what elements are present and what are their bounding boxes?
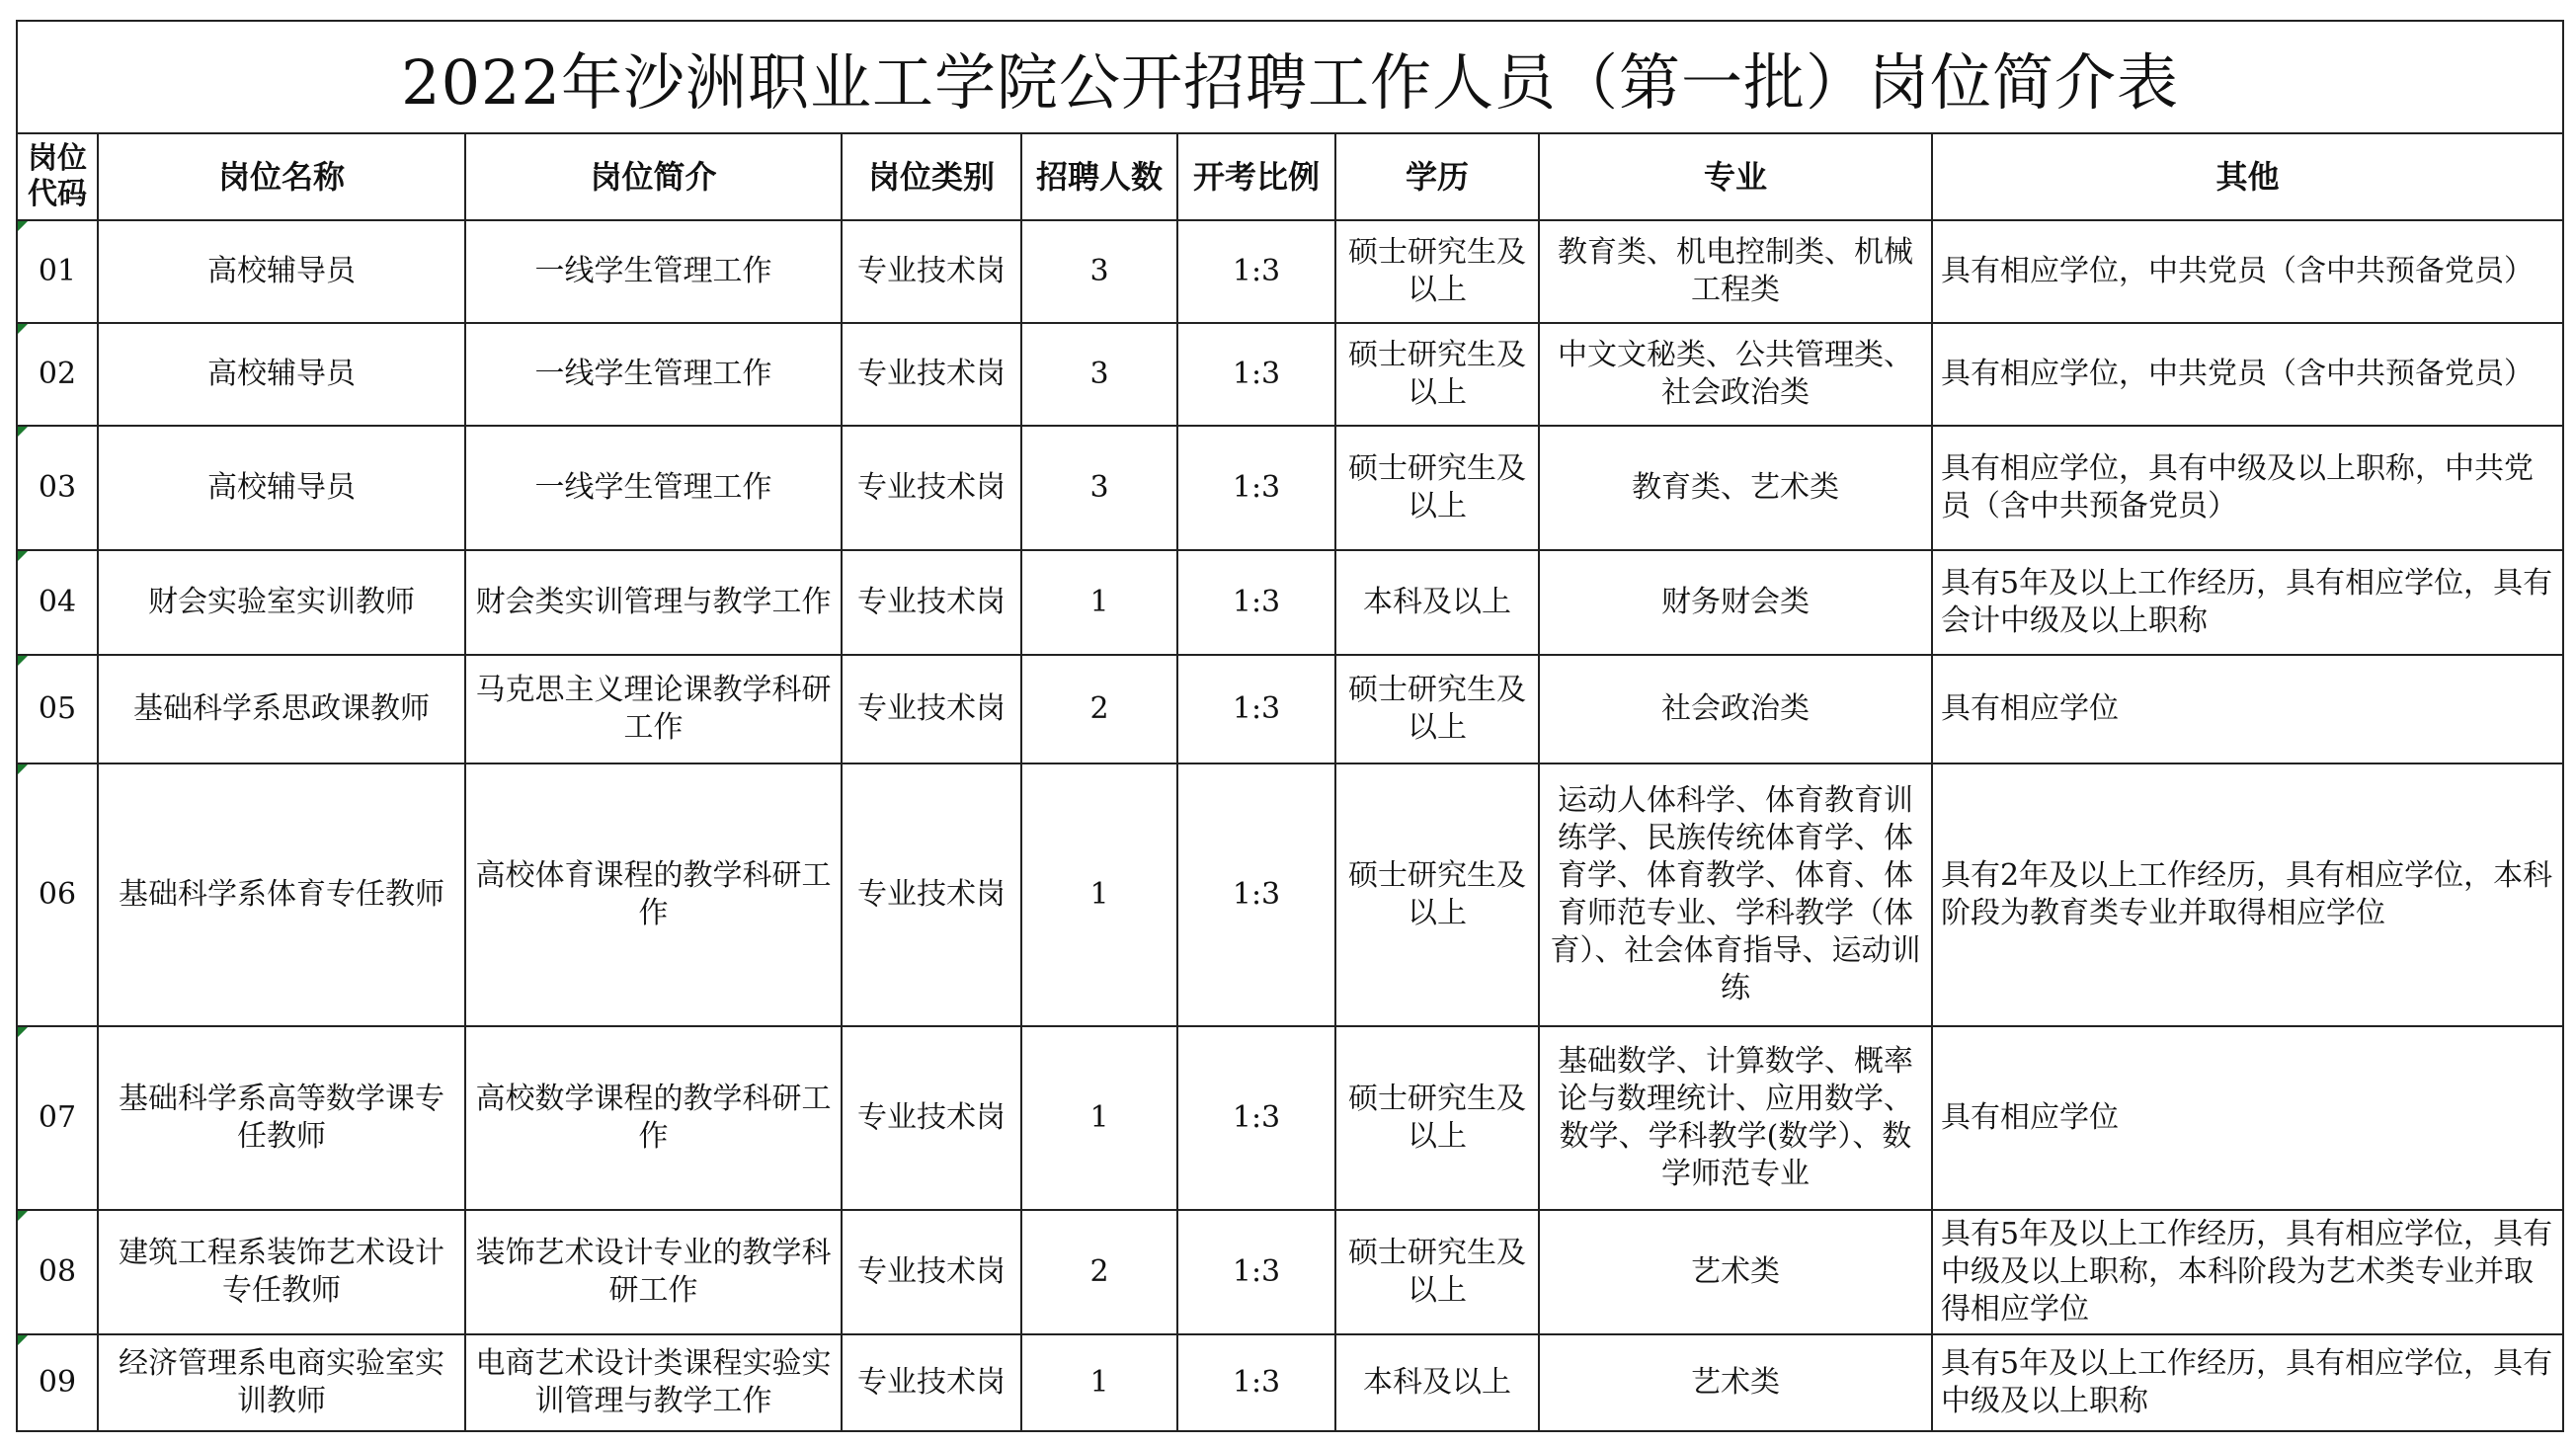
cell-education: 硕士研究生及以上: [1335, 1026, 1539, 1210]
cell-count: 1: [1021, 1026, 1177, 1210]
cell-other: 具有5年及以上工作经历，具有相应学位，具有中级及以上职称，本科阶段为艺术类专业并取得相应学位: [1932, 1210, 2563, 1334]
cell-other: 具有相应学位，中共党员（含中共预备党员）: [1932, 220, 2563, 323]
cell-desc: 高校数学课程的教学科研工作: [465, 1026, 842, 1210]
cell-category: 专业技术岗: [842, 1026, 1021, 1210]
cell-ratio: 1:3: [1177, 1334, 1335, 1431]
col-header-other: 其他: [1932, 133, 2563, 220]
cell-count: 2: [1021, 1210, 1177, 1334]
cell-education: 硕士研究生及以上: [1335, 323, 1539, 426]
cell-name: 基础科学系思政课教师: [98, 655, 465, 763]
cell-desc: 一线学生管理工作: [465, 323, 842, 426]
cell-other: 具有相应学位，具有中级及以上职称，中共党员（含中共预备党员）: [1932, 426, 2563, 550]
cell-ratio: 1:3: [1177, 323, 1335, 426]
table-row: [17, 550, 2563, 655]
cell-ratio: 1:3: [1177, 220, 1335, 323]
cell-count: 3: [1021, 220, 1177, 323]
cell-name: 财会实验室实训教师: [98, 550, 465, 655]
cell-code: 07: [17, 1026, 98, 1210]
cell-category: 专业技术岗: [842, 323, 1021, 426]
cell-name: 高校辅导员: [98, 220, 465, 323]
cell-desc: 装饰艺术设计专业的教学科研工作: [465, 1210, 842, 1334]
cell-other: 具有2年及以上工作经历，具有相应学位，本科阶段为教育类专业并取得相应学位: [1932, 763, 2563, 1026]
table-row: [17, 655, 2563, 763]
header-row: [17, 133, 2563, 220]
cell-desc: 马克思主义理论课教学科研工作: [465, 655, 842, 763]
cell-desc: 一线学生管理工作: [465, 426, 842, 550]
cell-other: 具有相应学位: [1932, 1026, 2563, 1210]
col-header-ratio: 开考比例: [1177, 133, 1335, 220]
cell-major: 基础数学、计算数学、概率论与数理统计、应用数学、数学、学科教学(数学）、数学师范专业: [1539, 1026, 1932, 1210]
col-header-category: 岗位类别: [842, 133, 1021, 220]
table-row: [17, 1210, 2563, 1334]
table-row: [17, 1026, 2563, 1210]
cell-name: 高校辅导员: [98, 323, 465, 426]
position-table: [16, 20, 2564, 1432]
table-row: [17, 763, 2563, 1026]
cell-other: 具有相应学位: [1932, 655, 2563, 763]
cell-other: 具有相应学位，中共党员（含中共预备党员）: [1932, 323, 2563, 426]
cell-education: 硕士研究生及以上: [1335, 426, 1539, 550]
cell-education: 硕士研究生及以上: [1335, 655, 1539, 763]
cell-count: 1: [1021, 1334, 1177, 1431]
cell-count: 3: [1021, 323, 1177, 426]
cell-desc: 财会类实训管理与教学工作: [465, 550, 842, 655]
cell-desc: 电商艺术设计类课程实验实训管理与教学工作: [465, 1334, 842, 1431]
cell-ratio: 1:3: [1177, 763, 1335, 1026]
table-row: [17, 323, 2563, 426]
cell-category: 专业技术岗: [842, 1334, 1021, 1431]
cell-name: 经济管理系电商实验室实训教师: [98, 1334, 465, 1431]
cell-count: 2: [1021, 655, 1177, 763]
cell-ratio: 1:3: [1177, 1210, 1335, 1334]
cell-code: 05: [17, 655, 98, 763]
cell-education: 硕士研究生及以上: [1335, 763, 1539, 1026]
cell-code: 02: [17, 323, 98, 426]
cell-major: 社会政治类: [1539, 655, 1932, 763]
cell-code: 08: [17, 1210, 98, 1334]
cell-category: 专业技术岗: [842, 220, 1021, 323]
cell-count: 1: [1021, 763, 1177, 1026]
cell-major: 教育类、机电控制类、机械工程类: [1539, 220, 1932, 323]
cell-count: 3: [1021, 426, 1177, 550]
col-header-count: 招聘人数: [1021, 133, 1177, 220]
cell-major: 艺术类: [1539, 1210, 1932, 1334]
cell-education: 本科及以上: [1335, 1334, 1539, 1431]
cell-ratio: 1:3: [1177, 550, 1335, 655]
table-row: [17, 220, 2563, 323]
cell-name: 建筑工程系装饰艺术设计专任教师: [98, 1210, 465, 1334]
col-header-code: 岗位代码: [17, 133, 98, 220]
cell-education: 硕士研究生及以上: [1335, 220, 1539, 323]
table-title: 2022年沙洲职业工学院公开招聘工作人员（第一批）岗位简介表: [17, 21, 2563, 133]
cell-other: 具有5年及以上工作经历，具有相应学位，具有中级及以上职称: [1932, 1334, 2563, 1431]
cell-name: 高校辅导员: [98, 426, 465, 550]
cell-category: 专业技术岗: [842, 763, 1021, 1026]
cell-name: 基础科学系高等数学课专任教师: [98, 1026, 465, 1210]
col-header-major: 专业: [1539, 133, 1932, 220]
recruitment-sheet: [16, 20, 2562, 1432]
cell-name: 基础科学系体育专任教师: [98, 763, 465, 1026]
cell-code: 03: [17, 426, 98, 550]
table-row: [17, 1334, 2563, 1431]
cell-count: 1: [1021, 550, 1177, 655]
cell-code: 09: [17, 1334, 98, 1431]
cell-major: 中文文秘类、公共管理类、社会政治类: [1539, 323, 1932, 426]
table-row: [17, 426, 2563, 550]
cell-code: 01: [17, 220, 98, 323]
cell-major: 运动人体科学、体育教育训练学、民族传统体育学、体育学、体育教学、体育、体育师范专业、学科教学（体育）、社会体育指导、运动训练: [1539, 763, 1932, 1026]
cell-category: 专业技术岗: [842, 1210, 1021, 1334]
cell-category: 专业技术岗: [842, 655, 1021, 763]
cell-ratio: 1:3: [1177, 1026, 1335, 1210]
col-header-desc: 岗位简介: [465, 133, 842, 220]
cell-desc: 一线学生管理工作: [465, 220, 842, 323]
cell-major: 财务财会类: [1539, 550, 1932, 655]
cell-code: 06: [17, 763, 98, 1026]
col-header-education: 学历: [1335, 133, 1539, 220]
cell-category: 专业技术岗: [842, 426, 1021, 550]
cell-ratio: 1:3: [1177, 426, 1335, 550]
cell-code: 04: [17, 550, 98, 655]
col-header-name: 岗位名称: [98, 133, 465, 220]
cell-major: 艺术类: [1539, 1334, 1932, 1431]
cell-education: 本科及以上: [1335, 550, 1539, 655]
cell-education: 硕士研究生及以上: [1335, 1210, 1539, 1334]
cell-other: 具有5年及以上工作经历，具有相应学位，具有会计中级及以上职称: [1932, 550, 2563, 655]
cell-major: 教育类、艺术类: [1539, 426, 1932, 550]
cell-category: 专业技术岗: [842, 550, 1021, 655]
cell-desc: 高校体育课程的教学科研工作: [465, 763, 842, 1026]
cell-ratio: 1:3: [1177, 655, 1335, 763]
